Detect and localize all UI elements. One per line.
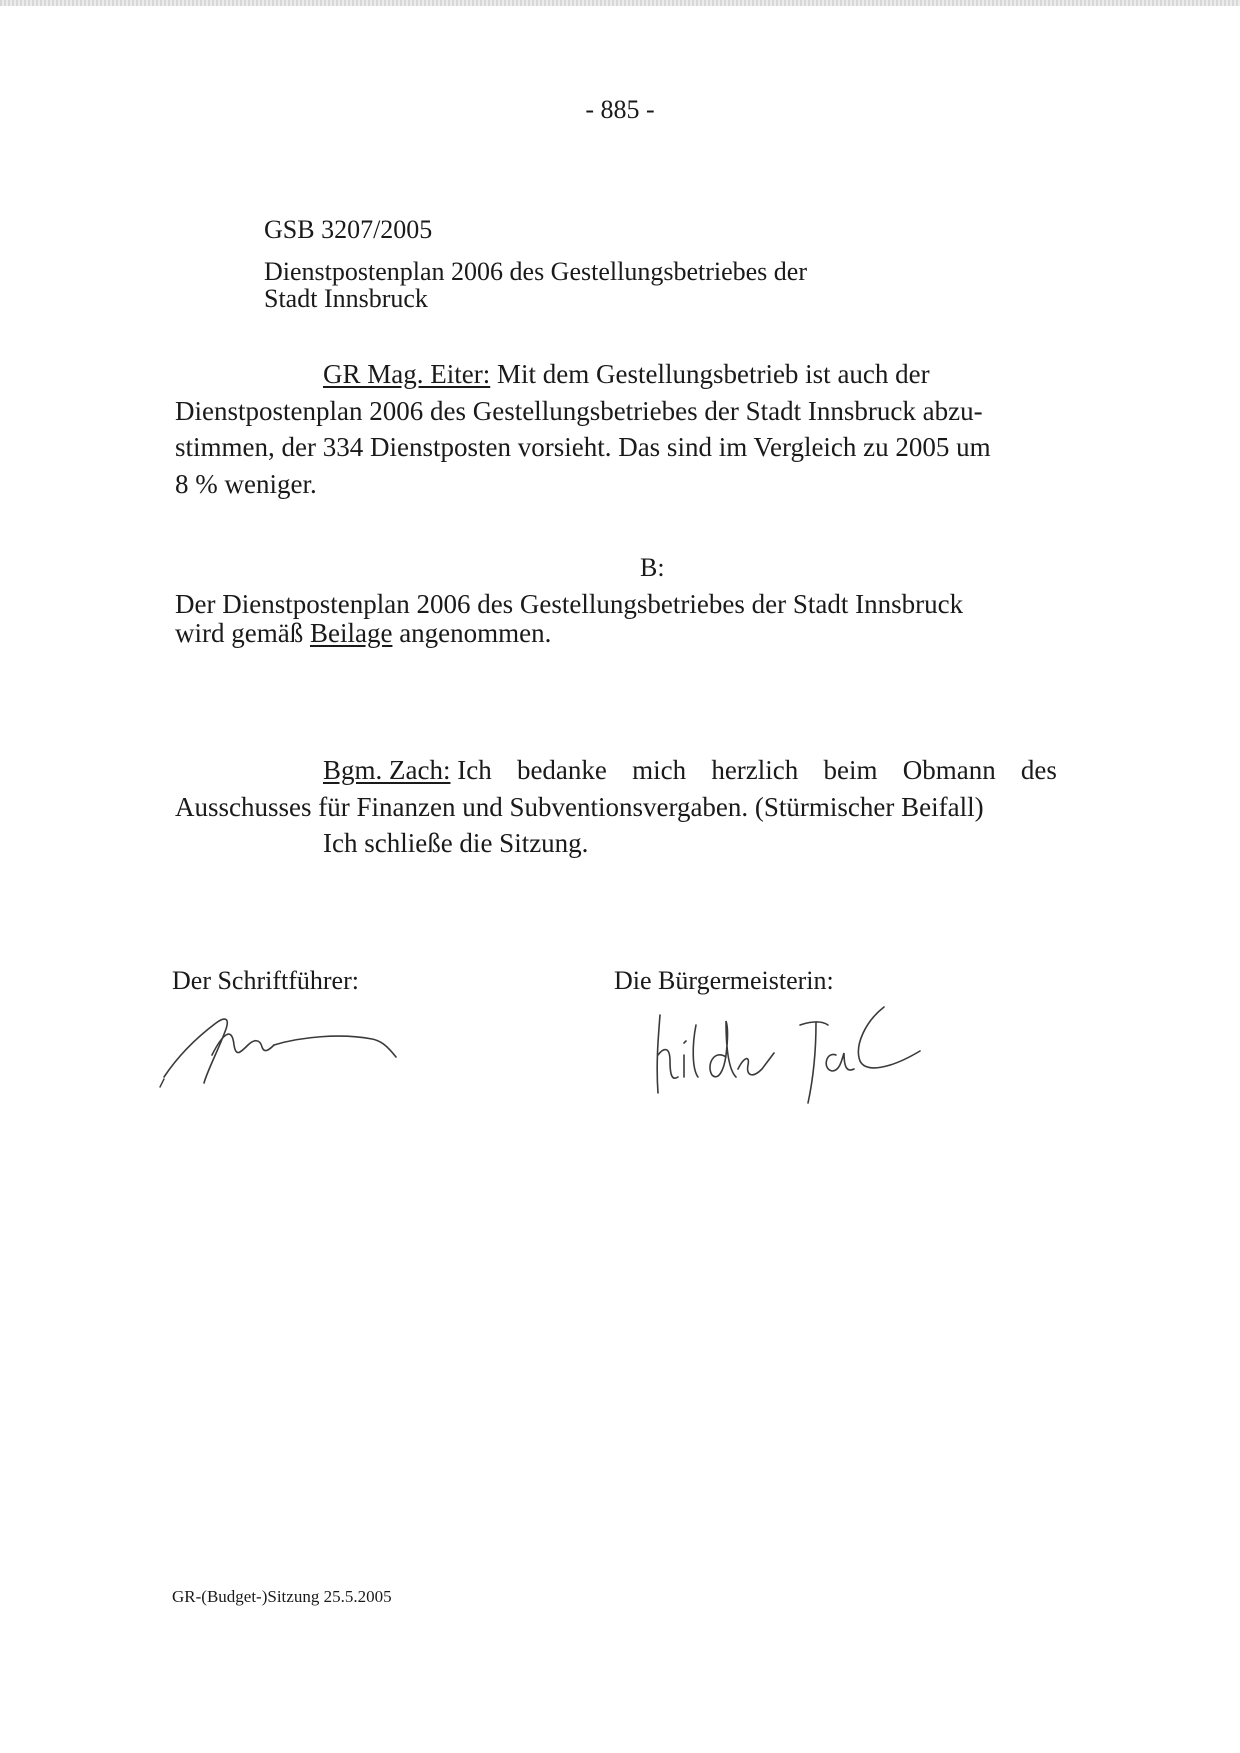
statement-zach-line-1 <box>175 752 1057 789</box>
scan-edge <box>0 0 1240 6</box>
speaker-eiter: GR Mag. Eiter: <box>323 359 491 389</box>
statement-eiter-line-3: stimmen, der 334 Dienstposten vorsieht. Das sind im Vergleich zu 2005 um <box>175 432 991 462</box>
speaker-zach: Bgm. Zach: <box>323 755 451 785</box>
statement-zach-line-2: Ausschusses für Finanzen und Subventionsvergaben. (Stürmischer Beifall) <box>175 791 984 822</box>
statement-eiter <box>175 356 1055 502</box>
statement-eiter-line-1-text: Mit dem Gestellungsbetrieb ist auch der <box>490 359 930 389</box>
agenda-title <box>264 258 807 312</box>
secretary-signature <box>150 995 430 1095</box>
agenda-title-line-2: Stadt Innsbruck <box>264 284 428 313</box>
statement-zach-word-4: herzlich <box>711 755 799 785</box>
mayor-signature <box>640 985 960 1105</box>
statement-eiter-line-2: Dienstpostenplan 2006 des Gestellungsbetriebes der Stadt Innsbruck abzu- <box>175 395 983 426</box>
decision-line-2 <box>175 619 963 648</box>
decision-line-1: Der Dienstpostenplan 2006 des Gestellungsbetriebes der Stadt Innsbruck <box>175 589 964 619</box>
decision-label: B: <box>640 553 665 582</box>
statement-eiter-line-1 <box>175 356 1055 393</box>
statement-zach-word-3: mich <box>632 755 687 785</box>
decision-line-2-post: angenommen. <box>392 618 552 648</box>
statement-zach-word-6: Obmann <box>902 755 996 785</box>
statement-zach-line-3: Ich schließe die Sitzung. <box>323 828 589 858</box>
mayor-label: Die Bürgermeisterin: <box>614 966 834 995</box>
statement-zach-word <box>323 752 492 789</box>
reference-number: GSB 3207/2005 <box>264 215 433 244</box>
statement-zach-word-2: bedanke <box>516 755 607 785</box>
agenda-title-line-1: Dienstpostenplan 2006 des Gestellungsbetriebes der <box>264 257 807 286</box>
decision-text <box>175 590 963 648</box>
footer-session-info: GR-(Budget-)Sitzung 25.5.2005 <box>172 1587 392 1606</box>
statement-zach-word-5: beim <box>823 755 878 785</box>
statement-zach <box>175 752 1057 862</box>
statement-eiter-line-4: 8 % weniger. <box>175 468 317 499</box>
statement-zach-word-1: Ich <box>457 755 492 785</box>
statement-zach-word-7: des <box>1020 755 1057 785</box>
attachment-reference: Beilage <box>309 618 393 648</box>
page-number: - 885 - <box>585 95 655 124</box>
decision-line-2-pre: wird gemäß <box>175 618 310 648</box>
secretary-label: Der Schriftführer: <box>172 966 359 995</box>
